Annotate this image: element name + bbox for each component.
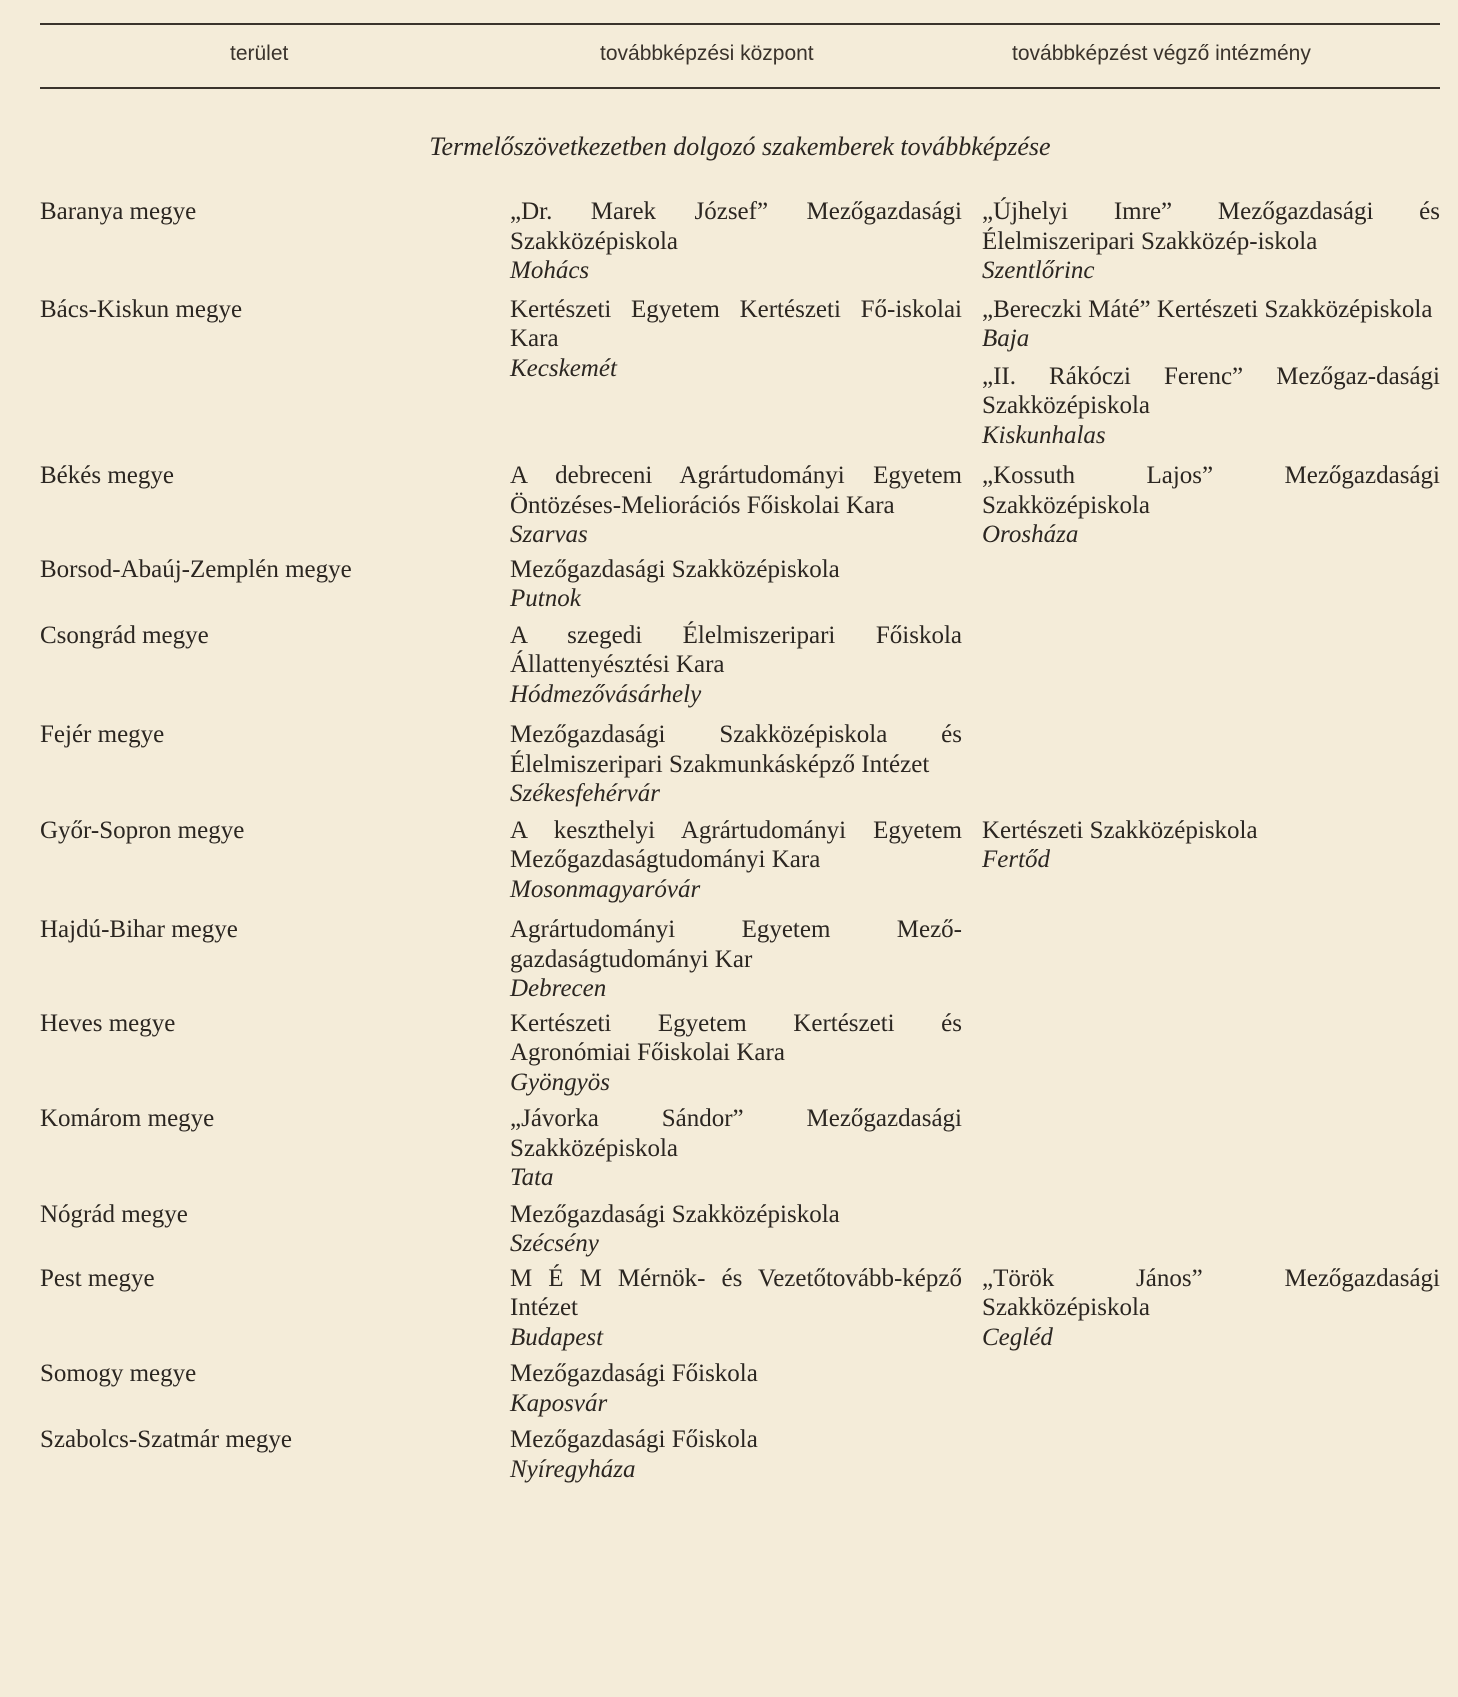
center-city: Kecskemét <box>510 354 617 382</box>
center-city: Budapest <box>510 1323 604 1351</box>
area-cell: Békés megye <box>40 462 174 489</box>
table-row <box>40 1200 1440 1259</box>
center-city: Szarvas <box>510 521 588 548</box>
center-name: Mezőgazdasági Főiskola <box>510 1360 758 1387</box>
area-cell: Hajdú-Bihar megye <box>40 916 238 943</box>
table-row <box>40 621 1440 710</box>
center-name: „Dr. Marek József” Mezőgazdasági Szakközépiskola <box>510 198 962 255</box>
institution-city: Cegléd <box>982 1323 1053 1351</box>
institution-city: Baja <box>982 325 1030 352</box>
center-cell <box>510 915 982 1004</box>
institution-city: Kiskunhalas <box>982 421 1106 449</box>
header-area: terület <box>230 42 289 65</box>
table-row <box>40 197 1440 286</box>
center-cell <box>510 720 982 809</box>
table-row <box>40 1009 1440 1098</box>
center-name: Kertészeti Egyetem Kertészeti és Agronómiai Főiskolai Kara <box>510 1009 962 1066</box>
header-institution: továbbképzést végző intézmény <box>1012 42 1311 65</box>
center-cell <box>510 816 982 905</box>
institution-entry <box>982 197 1440 286</box>
center-cell <box>510 1359 982 1418</box>
center-city: Debrecen <box>510 975 607 1002</box>
institution-city: Szentlőrinc <box>982 257 1095 284</box>
center-city: Szécsény <box>510 1230 599 1257</box>
center-city: Gyöngyös <box>510 1068 610 1096</box>
center-cell <box>510 461 982 550</box>
table-row <box>40 1264 1440 1353</box>
institution-entry <box>982 1264 1440 1353</box>
center-cell <box>510 197 982 286</box>
center-name: A keszthelyi Agrártudományi Egyetem Mezőgazdaságtudományi Kara <box>510 816 962 873</box>
center-city: Putnok <box>510 585 581 612</box>
center-name: Agrártudományi Egyetem Mező-gazdaságtudományi Kar <box>510 916 962 973</box>
area-cell: Komárom megye <box>40 1105 215 1132</box>
institution-cell <box>982 197 1440 286</box>
institution-cell <box>982 816 1440 875</box>
area-cell: Baranya megye <box>40 198 197 225</box>
institution-cell <box>982 295 1440 451</box>
institution-name: „Kossuth Lajos” Mezőgazdasági Szakközépiskola <box>982 462 1440 519</box>
table-row <box>40 1425 1440 1484</box>
center-city: Mohács <box>510 257 590 284</box>
area-cell: Győr-Sopron megye <box>40 816 245 844</box>
area-cell: Csongrád megye <box>40 621 209 649</box>
center-name: A debreceni Agrártudományi Egyetem Öntözéses-Meliorációs Főiskolai Kara <box>510 462 962 519</box>
header-rule <box>40 87 1440 89</box>
center-cell <box>510 621 982 710</box>
header-center: továbbképzési központ <box>600 42 814 65</box>
institution-name: „Bereczki Máté” Kertészeti Szakközépiskola <box>982 295 1433 323</box>
center-name: Mezőgazdasági Szakközépiskola <box>510 555 840 583</box>
area-cell: Pest megye <box>40 1264 155 1292</box>
institution-name: „Török János” Mezőgazdasági Szakközépiskola <box>982 1264 1440 1321</box>
institution-cell <box>982 461 1440 550</box>
institution-entry <box>982 362 1440 451</box>
institution-entry <box>982 295 1440 354</box>
center-city: Mosonmagyaróvár <box>510 875 701 903</box>
center-name: M É M Mérnök- és Vezetőtovább-képző Intézet <box>510 1264 962 1321</box>
table-row <box>40 295 1440 451</box>
center-city: Kaposvár <box>510 1389 608 1417</box>
area-cell: Heves megye <box>40 1009 176 1037</box>
table-row <box>40 1359 1440 1418</box>
institution-entry <box>982 816 1440 875</box>
center-name: Mezőgazdasági Főiskola <box>510 1426 758 1453</box>
table-row <box>40 915 1440 1004</box>
area-cell: Bács-Kiskun megye <box>40 295 243 323</box>
center-cell <box>510 295 982 384</box>
center-name: Kertészeti Egyetem Kertészeti Fő-iskolai Kara <box>510 295 962 352</box>
area-cell: Somogy megye <box>40 1360 197 1387</box>
area-cell: Szabolcs-Szatmár megye <box>40 1426 292 1453</box>
center-city: Nyíregyháza <box>510 1455 636 1483</box>
institution-name: „Újhelyi Imre” Mezőgazdasági és Élelmiszeripari Szakközép-iskola <box>982 198 1440 255</box>
center-cell <box>510 555 982 614</box>
center-cell <box>510 1200 982 1259</box>
center-name: Mezőgazdasági Szakközépiskola és Élelmiszeripari Szakmunkásképző Intézet <box>510 721 962 778</box>
center-name: A szegedi Élelmiszeripari Főiskola Állattenyésztési Kara <box>510 621 962 678</box>
table-row <box>40 816 1440 905</box>
area-cell: Fejér megye <box>40 721 165 748</box>
institution-name: „II. Rákóczi Ferenc” Mezőgaz-dasági Szakközépiskola <box>982 362 1440 419</box>
area-cell: Borsod-Abaúj-Zemplén megye <box>40 555 352 583</box>
table-row <box>40 555 1440 614</box>
center-cell <box>510 1425 982 1484</box>
center-city: Tata <box>510 1164 554 1191</box>
table-header <box>40 42 1440 72</box>
institution-cell <box>982 1264 1440 1353</box>
section-title: Termelőszövetkezetben dolgozó szakemberek továbbképzése <box>429 132 1051 161</box>
area-cell: Nógrád megye <box>40 1200 188 1228</box>
top-rule <box>40 23 1440 25</box>
institution-name: Kertészeti Szakközépiskola <box>982 816 1258 844</box>
institution-entry <box>982 461 1440 550</box>
center-name: Mezőgazdasági Szakközépiskola <box>510 1200 840 1228</box>
center-city: Hódmezővásárhely <box>510 680 702 708</box>
institution-city: Orosháza <box>982 521 1079 548</box>
center-city: Székesfehérvár <box>510 780 660 807</box>
table-body <box>40 197 1440 1490</box>
table-row <box>40 720 1440 809</box>
table-row <box>40 1104 1440 1193</box>
institution-city: Fertőd <box>982 846 1051 873</box>
center-cell <box>510 1264 982 1353</box>
table-row <box>40 461 1440 550</box>
center-name: „Jávorka Sándor” Mezőgazdasági Szakközépiskola <box>510 1105 962 1162</box>
center-cell <box>510 1104 982 1193</box>
center-cell <box>510 1009 982 1098</box>
